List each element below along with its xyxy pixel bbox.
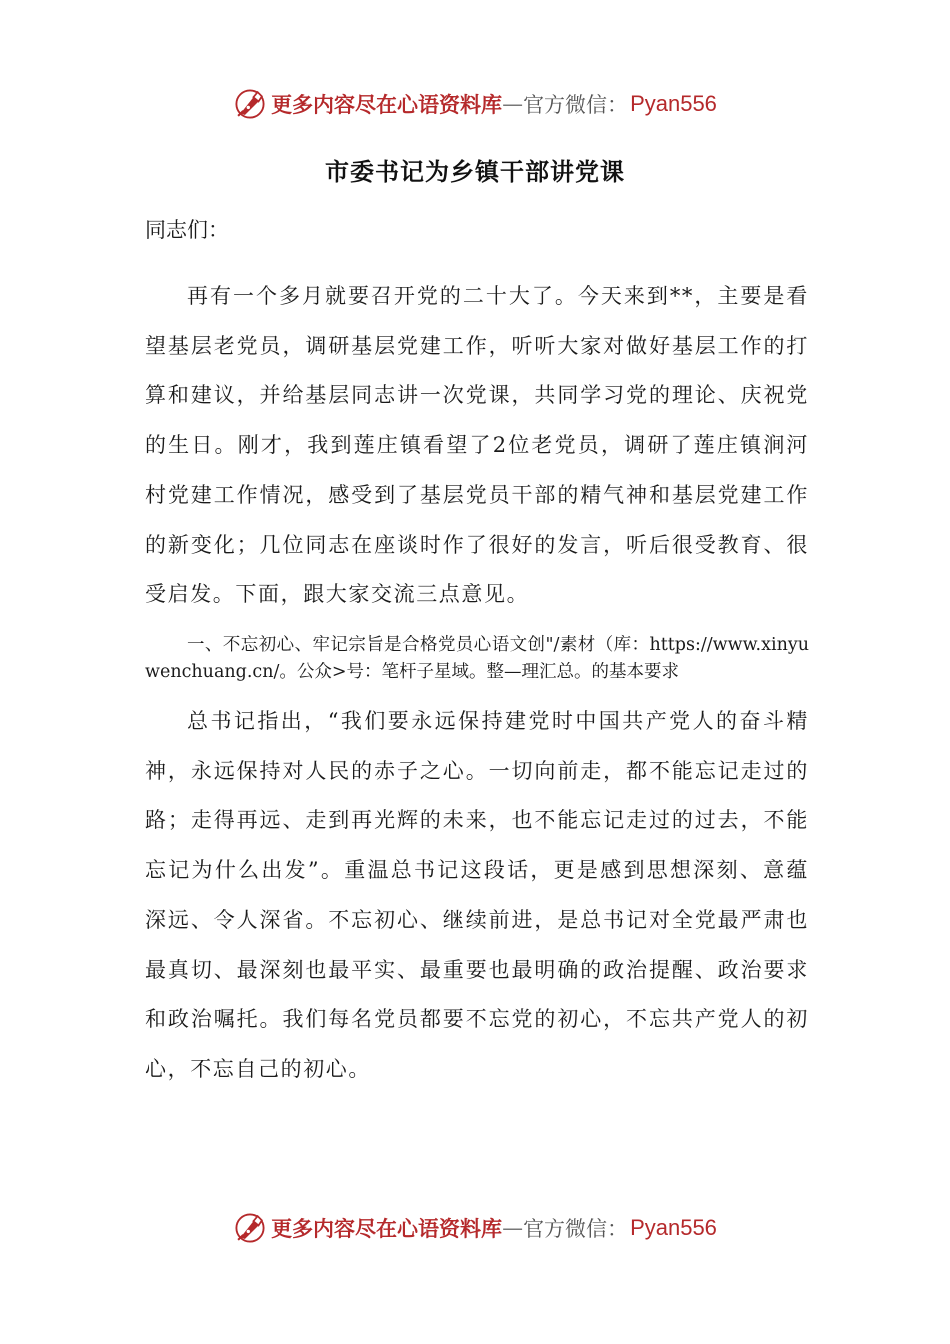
footer-banner: [0, 1208, 950, 1248]
body-paragraph-section-1: 总书记指出，“我们要永远保持建党时中国共产党人的奋斗精神，永远保持对人民的赤子之心。一切向前走，都不能忘记走过的路；走得再远、走到再光辉的未来，也不能忘记走过的过去，不能忘记为什么出发”。重温总书记这段话，更是感到思想深刻、意蕴深远、令人深省。不忘初心、继续前进，是总书记对全党最严肃也最真切、最深刻也最平实、最重要也最明确的政治提醒、政治要求和政治嘱托。我们每名党员都要不忘党的初心，不忘共产党人的初心，不忘自己的初心。: [145, 709, 809, 1081]
header-banner: [0, 84, 950, 124]
salutation: 同志们：: [145, 218, 229, 242]
pen-nib-logo-icon: [233, 87, 267, 121]
banner-wechat-label: 官方微信：: [523, 1217, 629, 1241]
banner-brand-text: 更多内容尽在心语资料库: [271, 92, 503, 117]
document-title: 市委书记为乡镇干部讲党课: [325, 157, 625, 186]
banner-account-id: Pyan556: [630, 91, 717, 116]
pen-nib-logo-icon: [233, 1211, 267, 1245]
banner-wechat-label: 官方微信：: [523, 93, 629, 117]
banner-separator: —: [502, 92, 524, 116]
section-heading-1: 一、不忘初心、牢记宗旨是合格党员心语文创"/素材（库：https://www.xinyuwenchuang.cn/。公众>号：笔杆子星域。整—理汇总。的基本要求: [145, 635, 809, 682]
body-paragraph-intro: 再有一个多月就要召开党的二十大了。今天来到**，主要是看望基层老党员，调研基层党建工作，听听大家对做好基层工作的打算和建议，并给基层同志讲一次党课，共同学习党的理论、庆祝党的生日。刚才，我到莲庄镇看望了2位老党员，调研了莲庄镇涧河村党建工作情况，感受到了基层党员干部的精气神和基层党建工作的新变化；几位同志在座谈时作了很好的发言，听后很受教育、很受启发。下面，跟大家交流三点意见。: [145, 284, 809, 607]
banner-account-id: Pyan556: [630, 1215, 717, 1240]
banner-separator: —: [502, 1216, 524, 1240]
banner-brand-text: 更多内容尽在心语资料库: [271, 1216, 503, 1241]
